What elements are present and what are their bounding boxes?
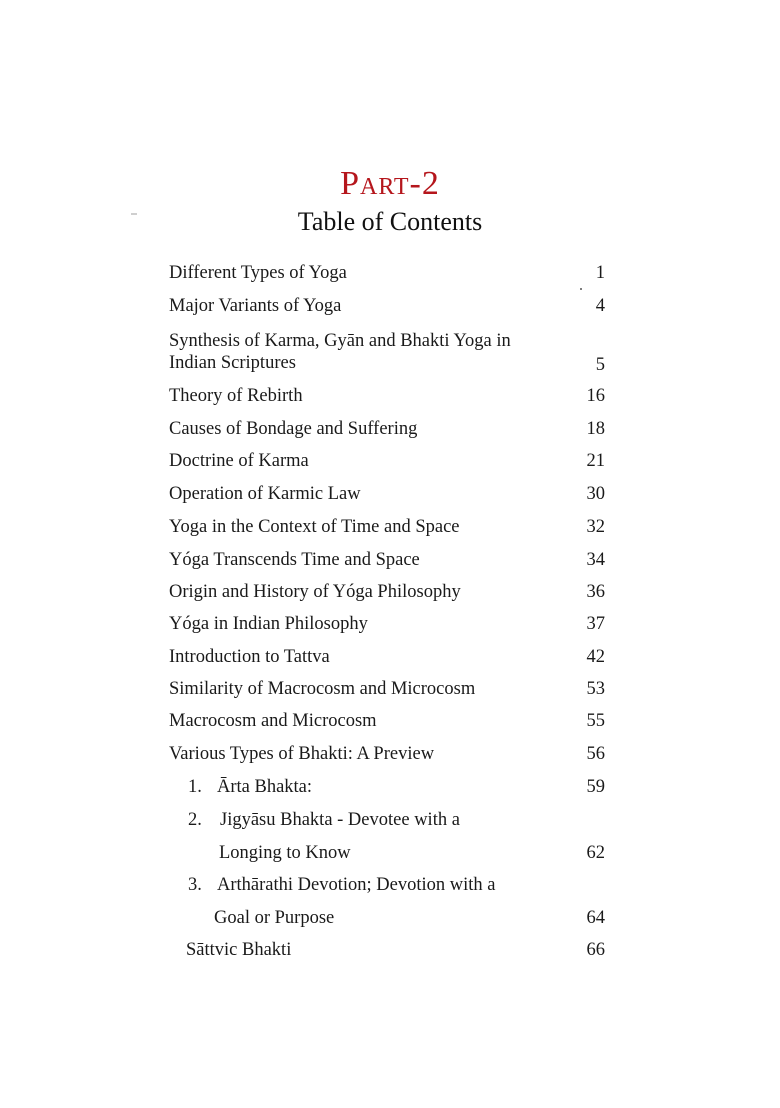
toc-sub-entry-number: 2. <box>188 810 202 830</box>
toc-entry-page: 37 <box>586 614 605 634</box>
toc-entry-page: 1 <box>595 263 605 283</box>
toc-entry-page: 18 <box>586 419 605 439</box>
toc-entry-label: Yóga in Indian Philosophy <box>169 614 368 634</box>
toc-entry[interactable] <box>169 330 605 374</box>
toc-entry-label: Origin and History of Yóga Philosophy <box>169 582 461 602</box>
toc-entry-label: Doctrine of Karma <box>169 451 309 471</box>
toc-entry-page: 34 <box>586 550 605 570</box>
toc-entry-label-line1: Synthesis of Karma, Gyān and Bhakti Yoga in <box>169 331 511 351</box>
toc-entry-label: Sāttvic Bhakti <box>186 940 292 960</box>
toc-entry-page: 5 <box>595 355 605 375</box>
toc-sub-entry[interactable] <box>169 874 605 930</box>
toc-entry-label: Yóga Transcends Time and Space <box>169 550 420 570</box>
toc-sub-entry-page: 59 <box>586 777 605 797</box>
toc-sub-entry-label-line2: Longing to Know <box>219 843 351 863</box>
toc-sub-entry-number: 3. <box>188 875 202 895</box>
toc-entry-page: 53 <box>586 679 605 699</box>
toc-entry-page: 4 <box>595 296 605 316</box>
stray-dot <box>580 288 582 290</box>
toc-entry-label: Causes of Bondage and Suffering <box>169 419 418 439</box>
toc-entry-page: 56 <box>586 744 605 764</box>
toc-entry-page: 30 <box>586 484 605 504</box>
toc-sub-entry-page: 62 <box>586 843 605 863</box>
toc-entry-page: 55 <box>586 711 605 731</box>
toc-entry-page: 32 <box>586 517 605 537</box>
toc-entry-label: Introduction to Tattva <box>169 647 330 667</box>
toc-sub-entry-label: Ārta Bhakta: <box>217 777 313 797</box>
toc-entry-label: Similarity of Macrocosm and Microcosm <box>169 679 476 699</box>
toc-entry-label-line2: Indian Scriptures <box>169 353 296 373</box>
toc-entry-page: 16 <box>586 386 605 406</box>
page-title: Table of Contents <box>297 207 483 236</box>
toc-sub-entry-label-line1: Jigyāsu Bhakta - Devotee with a <box>220 810 460 830</box>
toc-sub-entry[interactable] <box>169 809 605 865</box>
toc-entry-label: Theory of Rebirth <box>169 386 303 406</box>
toc-entry-page: 66 <box>586 940 605 960</box>
toc-entry-label: Yoga in the Context of Time and Space <box>169 517 460 537</box>
toc-entry-label: Different Types of Yoga <box>169 263 347 283</box>
toc-entry-label: Major Variants of Yoga <box>169 296 342 316</box>
toc-sub-entry-label-line2: Goal or Purpose <box>214 908 335 928</box>
toc-entry-page: 42 <box>586 647 605 667</box>
toc-entry-page: 21 <box>586 451 605 471</box>
toc-entry-label: Various Types of Bhakti: A Preview <box>169 744 435 764</box>
toc-sub-entry-number: 1. <box>188 777 202 797</box>
part-label: Part-2 <box>340 165 440 202</box>
toc-entry-page: 36 <box>586 582 605 602</box>
toc-entry-label: Macrocosm and Microcosm <box>169 711 377 731</box>
toc-sub-entry-page: 64 <box>586 908 605 928</box>
toc-entry-label: Operation of Karmic Law <box>169 484 361 504</box>
toc-sub-entry-label-line1: Arthārathi Devotion; Devotion with a <box>217 875 496 895</box>
